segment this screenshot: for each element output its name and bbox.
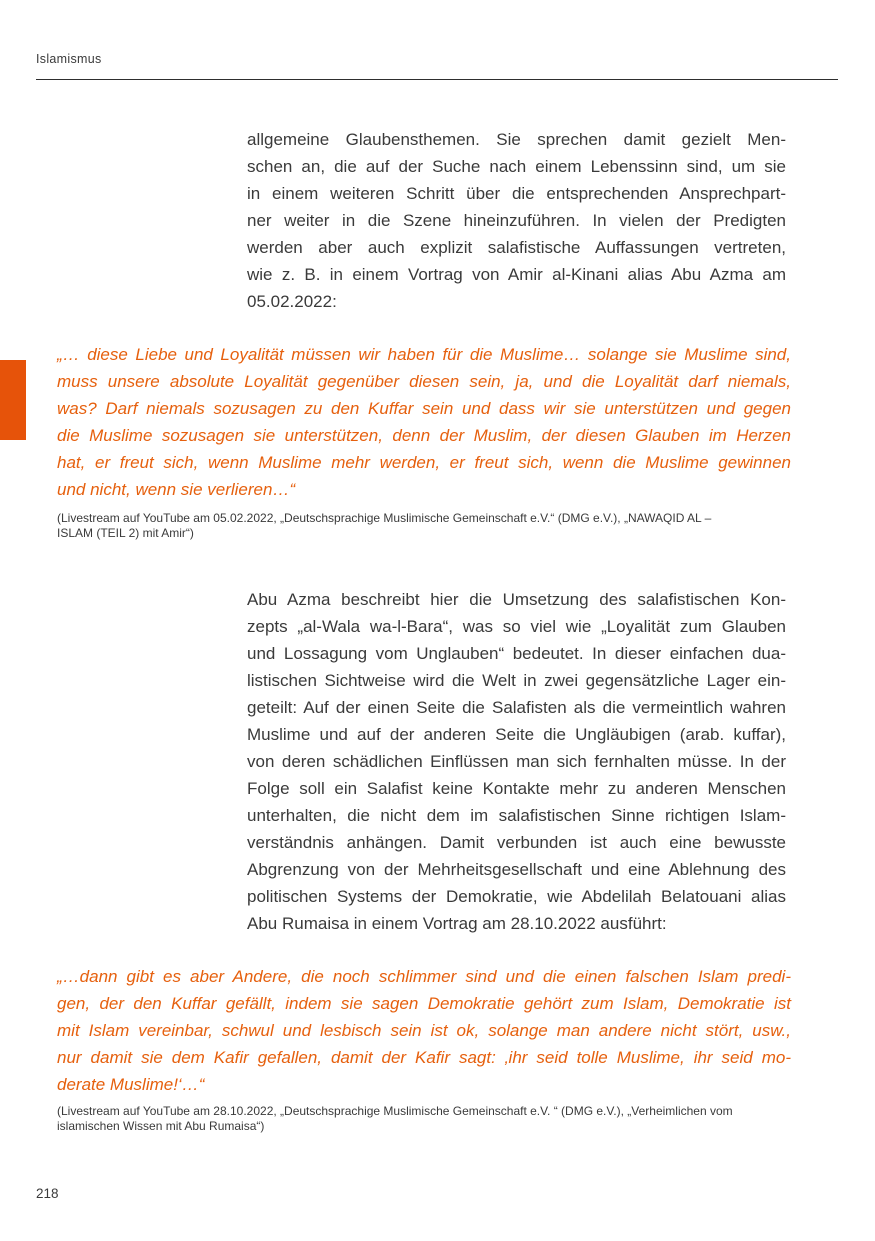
text-line: Abgrenzung von der Mehrheitsgesellschaft und eine Ablehnung des — [247, 860, 786, 879]
text-line: islamischen Wissen mit Abu Rumaisa“) — [57, 1118, 265, 1133]
text-line: die Muslime sozusagen sie unterstützen, denn der Muslim, der diesen Glauben im Herzen — [57, 426, 791, 445]
text-line: Abu Rumaisa in einem Vortrag am 28.10.2022 ausführt: — [247, 914, 667, 933]
text-line: werden aber auch explizit salafistische Auffassungen vertreten, — [247, 238, 786, 257]
running-header: Islamismus — [36, 52, 102, 66]
text-line: mit Islam vereinbar, schwul und lesbisch sein ist ok, solange man andere nicht stört, usw., — [57, 1021, 791, 1040]
text-line: muss unsere absolute Loyalität gegenüber diesen sein, ja, und die Loyalität darf niemals, — [57, 372, 791, 391]
text-line: was? Darf niemals sozusagen zu den Kuffar sein und dass wir sie unterstützen und gegen — [57, 399, 791, 418]
text-line: hat, er freut sich, wenn Muslime mehr werden, er freut sich, wenn die Muslime gewinnen — [57, 453, 791, 472]
chapter-margin-tab — [0, 360, 26, 440]
text-line: nur damit sie dem Kafir gefallen, damit der Kafir sagt: ‚ihr seid tolle Muslime, ihr seid mo- — [57, 1048, 791, 1067]
citation-abu-rumaisa — [57, 1104, 817, 1133]
text-line: (Livestream auf YouTube am 28.10.2022, „Deutschsprachige Muslimische Gemeinschaft e.V. “ (DMG e.V.), „Verheimlichen vom — [57, 1104, 733, 1118]
text-line: und nicht, wenn sie verlieren…“ — [57, 480, 296, 499]
text-line: Folge soll ein Salafist keine Kontakte mehr zu anderen Menschen — [247, 779, 786, 798]
text-line: „… diese Liebe und Loyalität müssen wir haben für die Muslime… solange sie Muslime sind, — [57, 345, 791, 364]
text-line: geteilt: Auf der einen Seite die Salafisten als die vermeintlich wahren — [247, 698, 786, 717]
text-line: wie z. B. in einem Vortrag von Amir al-Kinani alias Abu Azma am — [247, 265, 786, 284]
text-line: schen an, die auf der Suche nach einem Lebenssinn sind, um sie — [247, 157, 786, 176]
paragraph-intro — [247, 126, 786, 315]
text-line: von deren schädlichen Einflüssen man sich fernhalten müsse. In der — [247, 752, 786, 771]
quote-abu-rumaisa — [57, 963, 791, 1098]
text-line: Abu Azma beschreibt hier die Umsetzung des salafistischen Kon- — [247, 590, 786, 609]
text-line: derate Muslime!‘…“ — [57, 1075, 205, 1094]
text-line: ISLAM (TEIL 2) mit Amir“) — [57, 525, 194, 540]
text-line: allgemeine Glaubensthemen. Sie sprechen damit gezielt Men- — [247, 130, 786, 149]
text-line: Muslime und auf der anderen Seite die Ungläubigen (arab. kuffar), — [247, 725, 786, 744]
header-rule — [36, 79, 838, 80]
text-line: verständnis anhängen. Damit verbunden ist auch eine bewusste — [247, 833, 786, 852]
quote-abu-azma — [57, 341, 791, 503]
text-line: (Livestream auf YouTube am 05.02.2022, „Deutschsprachige Muslimische Gemeinschaft e.V.“ (DMG e.V.), „NAWAQID AL – — [57, 511, 712, 525]
paragraph-analysis — [247, 586, 786, 937]
text-line: unterhalten, die nicht dem im salafistischen Sinne richtigen Islam- — [247, 806, 786, 825]
text-line: und Lossagung vom Unglauben“ bedeutet. In dieser einfachen dua- — [247, 644, 786, 663]
text-line: zepts „al-Wala wa-l-Bara“, was so viel wie „Loyalität zum Glauben — [247, 617, 786, 636]
text-line: ner weiter in die Szene hineinzuführen. In vielen der Predigten — [247, 211, 786, 230]
text-line: gen, der den Kuffar gefällt, indem sie sagen Demokratie gehört zum Islam, Demokratie ist — [57, 994, 791, 1013]
text-line: „…dann gibt es aber Andere, die noch schlimmer sind und die einen falschen Islam predi- — [57, 967, 791, 986]
page-number: 218 — [36, 1186, 59, 1201]
citation-abu-azma — [57, 511, 817, 540]
text-line: listischen Sichtweise wird die Welt in zwei gegensätzliche Lager ein- — [247, 671, 786, 690]
text-line: 05.02.2022: — [247, 292, 337, 311]
text-line: politischen Systems der Demokratie, wie Abdelilah Belatouani alias — [247, 887, 786, 906]
text-line: in einem weiteren Schritt über die entsprechenden Ansprechpart- — [247, 184, 786, 203]
